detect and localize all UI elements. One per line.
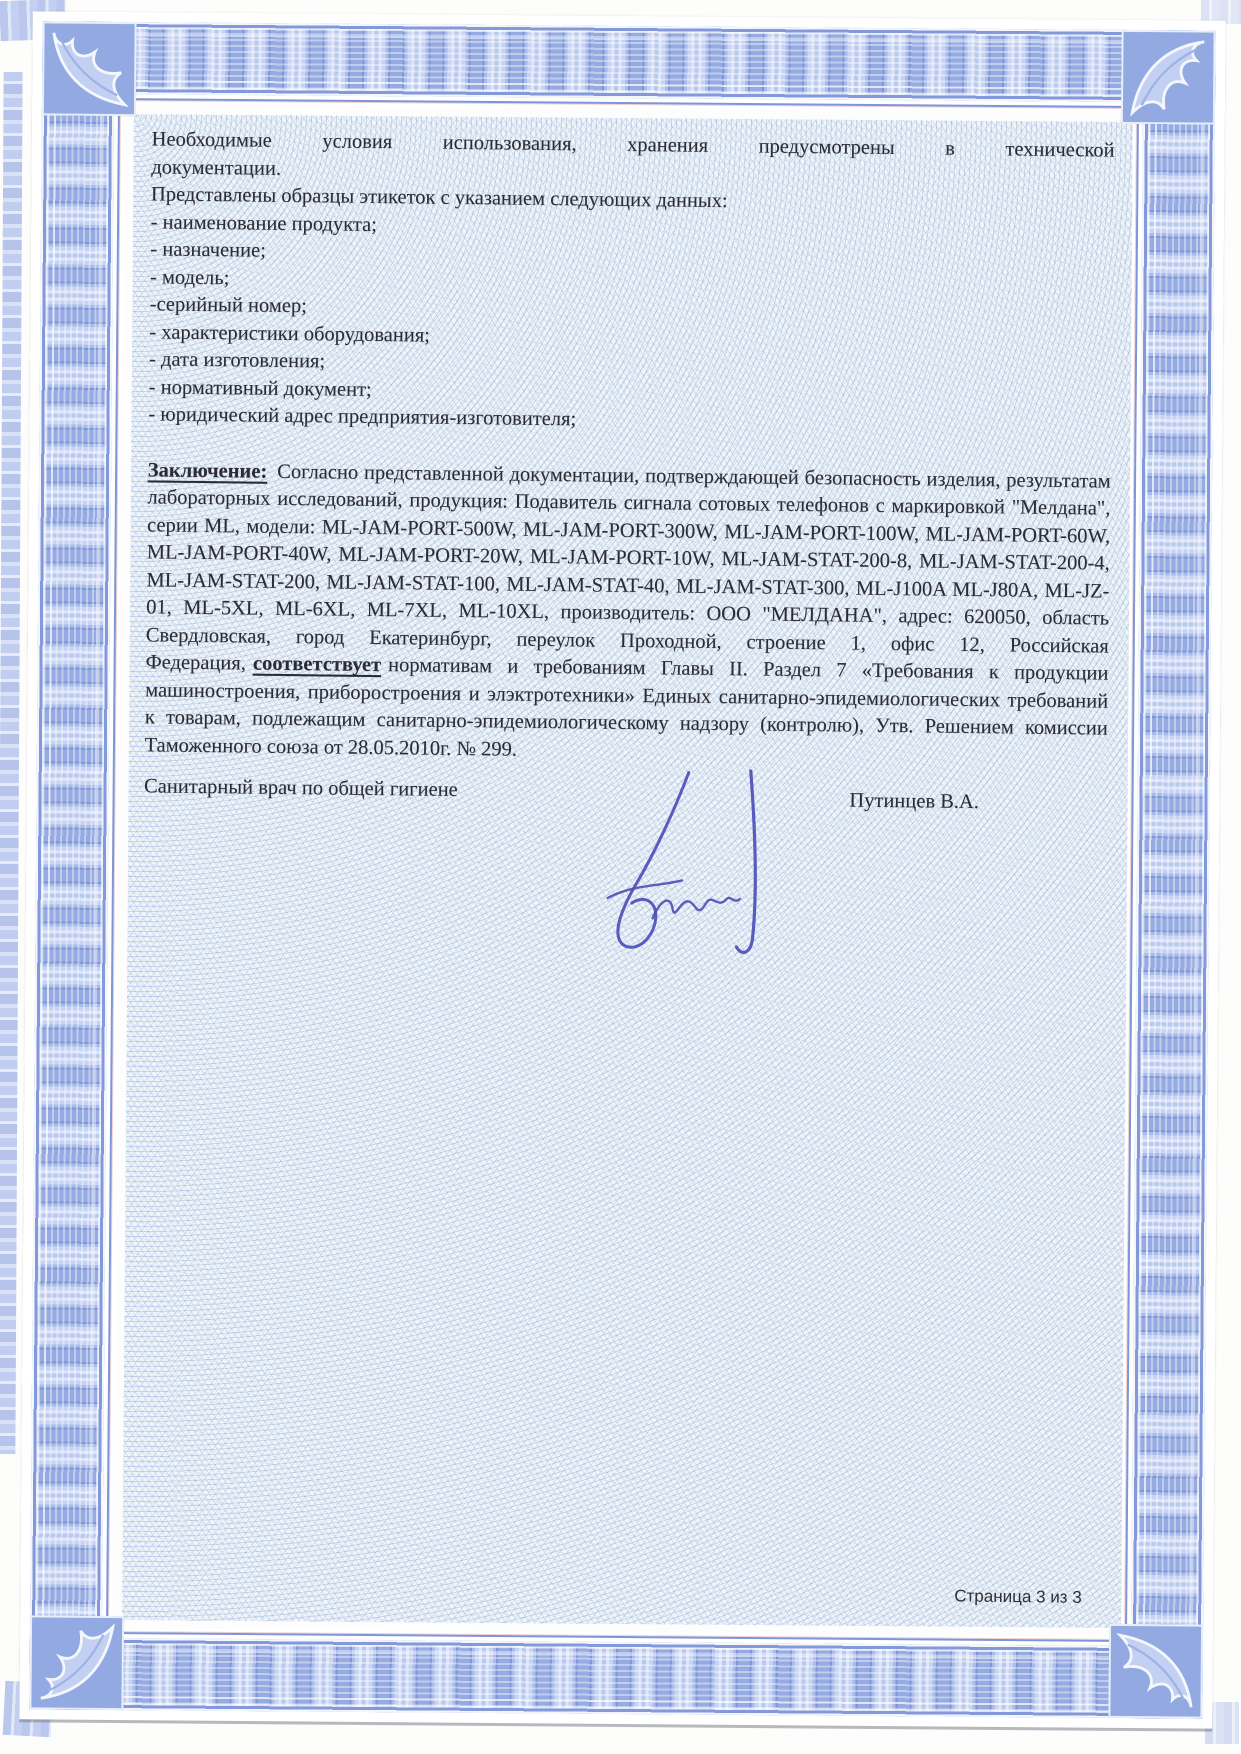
- corner-flourish-icon: [29, 1615, 124, 1710]
- signer-role: Санитарный врач по общей гигиене: [143, 775, 458, 801]
- conclusion-body-after: нормативам и требованиям Главы II. Раздел 7 «Требования к продукции машиностроения, приборостроения и элэктротехники» Единых санитарно-эпидемиологических требований к товарам, подлежащим санитарно-эпидемиологическому надзору (контролю), Утв. Решением комиссии Таможенного союза от 28.05.2010г. № 299.: [144, 654, 1109, 761]
- list-item: - характеристики оборудования;: [149, 320, 431, 347]
- border-ornament-left: [29, 21, 114, 1710]
- guilloche-texture-field: [122, 114, 1133, 1628]
- conclusion-emphasis: соответствует: [252, 652, 382, 677]
- list-item: -серийный номер;: [149, 293, 307, 318]
- list-item: - дата изготовления;: [148, 348, 326, 373]
- conclusion-paragraph: [144, 457, 1110, 771]
- intro-paragraph: Необходимые условия использования, хранения предусмотрены в технической документации.: [151, 128, 1115, 180]
- conclusion-body-before: Согласно представленной документации, подтверждающей безопасность изделия, результатам лабораторных исследований, продукция: Подавитель сигнала сотовых телефонов с маркировкой "Мелдана", серии ML, модели: ML-JAM-PORT-500W, ML-JAM-PORT-300W, ML-JAM-PORT-100W, ML-JAM-PORT-60W, ML-JAM-PORT-40W, ML-JAM-PORT-20W, ML-JAM-PORT-10W, ML-JAM-STAT-200-8, ML-JAM-STAT-200-4, ML-JAM-STAT-200, ML-JAM-STAT-100, ML-JAM-STAT-40, ML-JAM-STAT-300, ML-J100A ML-J80A, ML-JZ-01, ML-5XL, ML-6XL, ML-7XL, ML-10XL, производитель: ООО "МЕЛДАНА", адрес: 620050, область Свердловская, город Екатеринбург, переулок Проходной, строение 1, офис 12, Российская Федерация,: [145, 460, 1111, 675]
- document-text-block: [126, 114, 1133, 812]
- conclusion-label: Заключение:: [147, 458, 268, 483]
- scan-edge-artifact-left: [0, 72, 23, 1454]
- signature-ink: [567, 766, 801, 968]
- corner-flourish-icon: [1121, 30, 1216, 125]
- labels-intro-line: Представлены образцы этикеток с указанием следующих данных:: [150, 183, 728, 213]
- page-indicator: Страница 3 из 3: [953, 1586, 1082, 1607]
- list-item: - юридический адрес предприятия-изготовителя;: [148, 403, 577, 431]
- list-item: - нормативный документ;: [148, 375, 372, 401]
- border-ornament-top: [42, 21, 1216, 102]
- list-item: - наименование продукта;: [150, 210, 377, 236]
- border-ornament-bottom: [29, 1637, 1203, 1718]
- signer-name: Путинцев В.А.: [849, 789, 980, 814]
- corner-flourish-icon: [42, 21, 137, 116]
- corner-flourish-icon: [1108, 1624, 1203, 1719]
- list-item: - назначение;: [150, 238, 266, 262]
- certificate-paper: [19, 11, 1225, 1728]
- border-ornament-right: [1130, 30, 1215, 1719]
- list-item: - модель;: [149, 265, 230, 289]
